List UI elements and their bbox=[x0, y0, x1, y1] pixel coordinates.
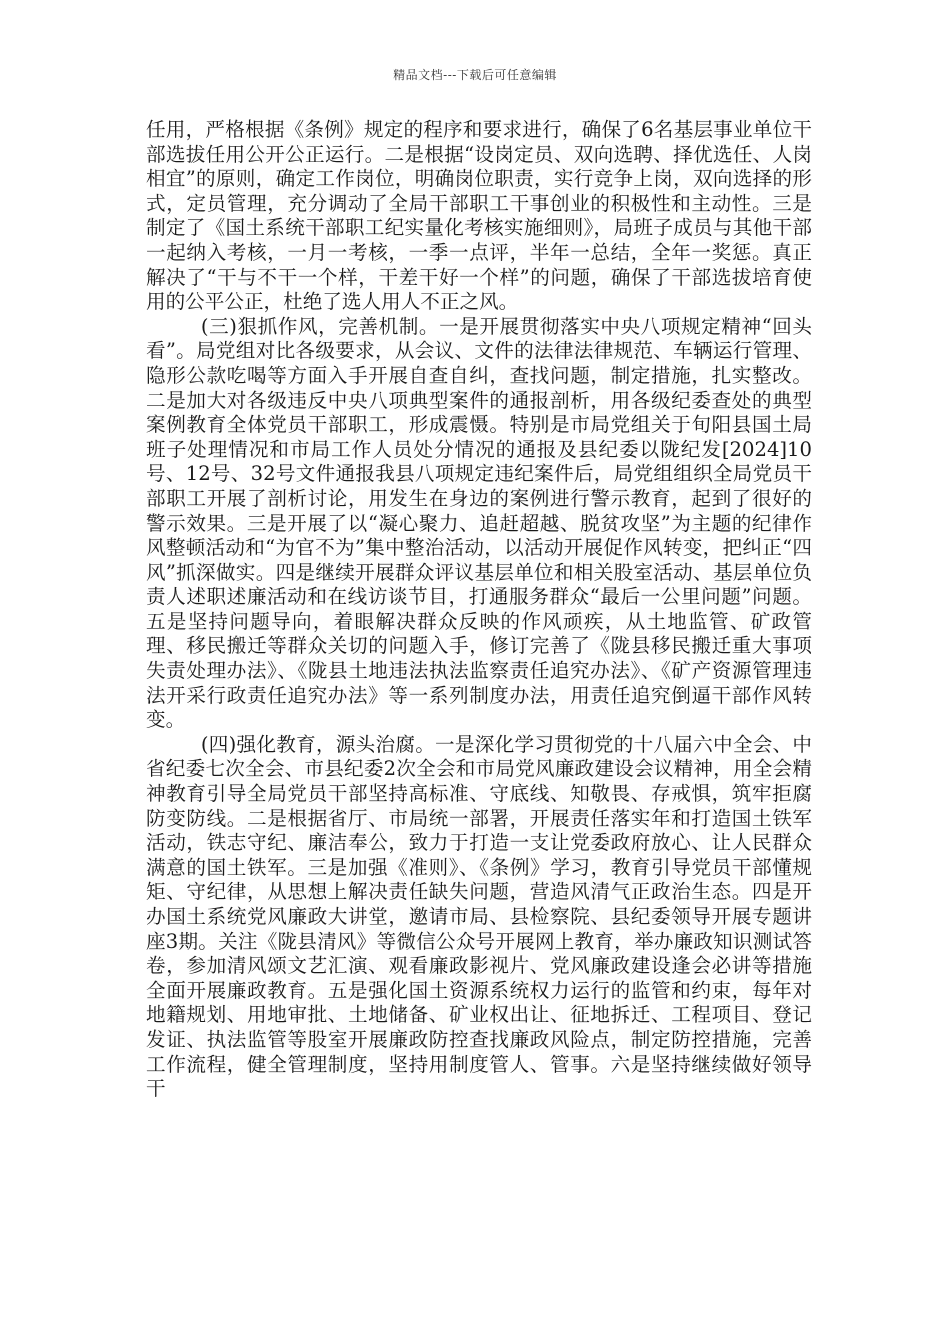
paragraph-continuation: 任用，严格根据《条例》规定的程序和要求进行，确保了6名基层事业单位干部选拔任用公开公正运行。二是根据“设岗定员、双向选聘、择优选任、人岗相宜”的原则，确定工作岗位，明确岗位职责，实行竞争上岗，双向选择的形式，定员管理，充分调动了全局干部职工干事创业的积极性和主动性。三是制定了《国土系统干部职工纪实量化考核实施细则》，局班子成员与其他干部一起纳入考核，一月一考核，一季一点评，半年一总结，全年一奖惩。真正解决了“干与不干一个样，干差干好一个样”的问题，确保了干部选拔培育使用的公平公正，杜绝了选人用人不正之风。 bbox=[146, 118, 812, 314]
document-body bbox=[146, 118, 812, 1102]
page-header: 精品文档---下载后可任意编辑 bbox=[393, 68, 557, 82]
paragraph-section-4: (四)强化教育，源头治腐。一是深化学习贯彻党的十八届六中全会、中省纪委七次全会、市县纪委2次全会和市局党风廉政建设会议精神，用全会精神教育引导全局党员干部坚持高标准、守底线、知敬畏、存戒惧，筑牢拒腐防变防线。二是根据省厅、市局统一部署，开展责任落实年和打造国土铁军活动，铁志守纪、廉洁奉公，致力于打造一支让党委政府放心、让人民群众满意的国土铁军。三是加强《准则》、《条例》学习，教育引导党员干部懂规矩、守纪律，从思想上解决责任缺失问题，营造风清气正政治生态。四是开办国土系统党风廉政大讲堂，邀请市局、县检察院、县纪委领导开展专题讲座3期。关注《陇县清风》等微信公众号开展网上教育，举办廉政知识测试答卷，参加清风颂文艺汇演、观看廉政影视片、党风廉政建设逢会必讲等措施全面开展廉政教育。五是强化国土资源系统权力运行的监管和约束，每年对地籍规划、用地审批、土地储备、矿业权出让、征地拆迁、工程项目、登记发证、执法监管等股室开展廉政防控查找廉政风险点，制定防控措施，完善工作流程，健全管理制度，坚持用制度管人、管事。六是坚持继续做好领导干 bbox=[146, 732, 812, 1101]
paragraph-section-3: (三)狠抓作风，完善机制。一是开展贯彻落实中央八项规定精神“回头看”。局党组对比各级要求，从会议、文件的法律法律规范、车辆运行管理、隐形公款吃喝等方面入手开展自查自纠，查找问题，制定措施，扎实整改。二是加大对各级违反中央八项典型案件的通报剖析，用各级纪委查处的典型案例教育全体党员干部职工，形成震慑。特别是市局党组关于旬阳县国土局班子处理情况和市局工作人员处分情况的通报及县纪委以陇纪发[2024]10号、12号、32号文件通报我县八项规定违纪案件后，局党组组织全局党员干部职工开展了剖析讨论，用发生在身边的案例进行警示教育，起到了很好的警示效果。三是开展了以“凝心聚力、追赶超越、脱贫攻坚”为主题的纪律作风整顿活动和“为官不为”集中整治活动，以活动开展促作风转变，把纠正“四风”抓深做实。四是继续开展群众评议基层单位和相关股室活动、基层单位负责人述职述廉活动和在线访谈节目，打通服务群众“最后一公里问题”问题。五是坚持问题导向，着眼解决群众反映的作风顽疾，从土地监管、矿政管理、移民搬迁等群众关切的问题入手，修订完善了《陇县移民搬迁重大事项失责处理办法》、《陇县土地违法执法监察责任追究办法》、《矿产资源管理违法开采行政责任追究办法》等一系列制度办法，用责任追究倒逼干部作风转变。 bbox=[146, 314, 812, 732]
